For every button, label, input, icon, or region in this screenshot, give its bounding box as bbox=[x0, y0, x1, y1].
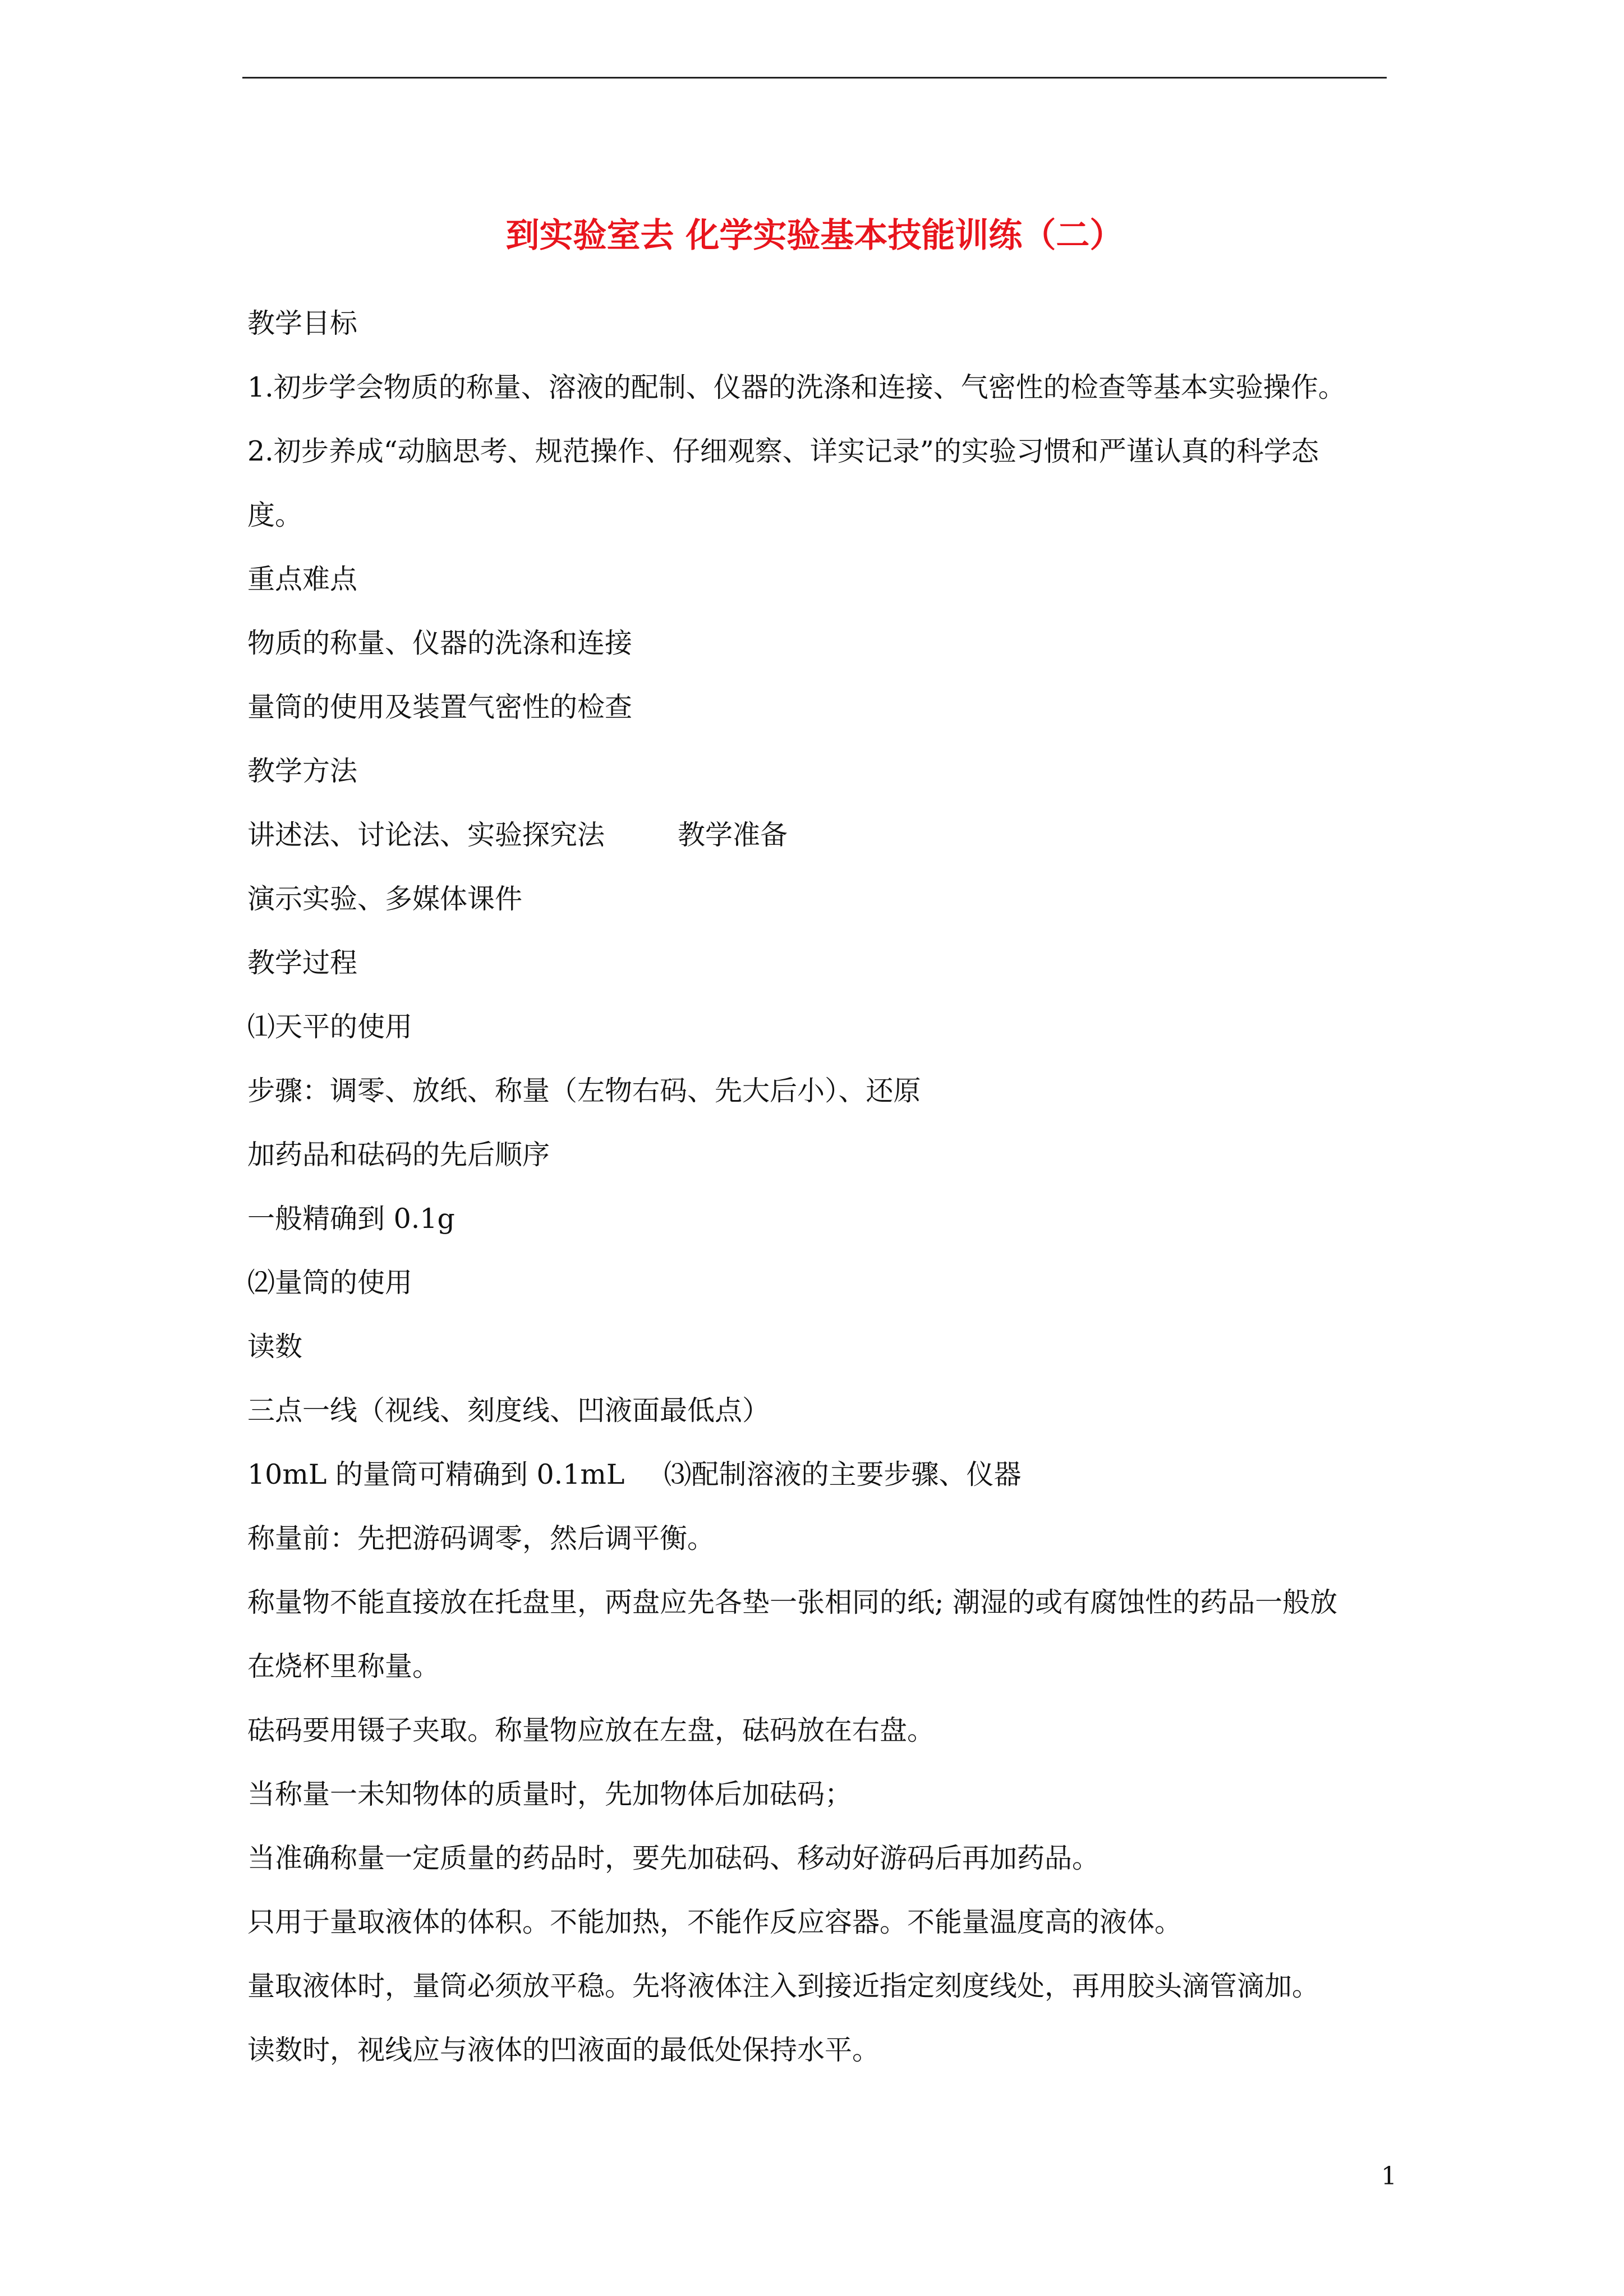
section-heading-key-points: 重点难点 bbox=[247, 563, 358, 595]
cylinder-precision-text: 10mL 的量筒可精确到 0.1mL bbox=[247, 1458, 625, 1490]
paragraph-preparation: 演示实验、多媒体课件 bbox=[247, 883, 523, 915]
paragraph-weighing-paper-cont: 在烧杯里称量。 bbox=[247, 1650, 440, 1682]
document-body bbox=[247, 292, 1392, 2082]
page-number: 1 bbox=[1381, 2162, 1397, 2191]
paragraph-measuring-liquid: 量取液体时，量筒必须放平稳。先将液体注入到接近指定刻度线处，再用胶头滴管滴加。 bbox=[247, 1970, 1320, 2002]
paragraph-key-point-1: 物质的称量、仪器的洗涤和连接 bbox=[247, 627, 633, 659]
paragraph-objective-1: 1.初步学会物质的称量、溶液的配制、仪器的洗涤和连接、气密性的检查等基本实验操作。 bbox=[247, 371, 1346, 403]
paragraph-balance-order: 加药品和砝码的先后顺序 bbox=[247, 1139, 550, 1171]
section-heading-objectives: 教学目标 bbox=[247, 307, 358, 339]
paragraph-objective-2-cont: 度。 bbox=[247, 499, 303, 531]
section-heading-process: 教学过程 bbox=[247, 947, 358, 979]
paragraph-before-weighing: 称量前：先把游码调零，然后调平衡。 bbox=[247, 1522, 715, 1554]
paragraph-cylinder-precision bbox=[247, 1443, 1392, 1507]
subheading-balance: ⑴天平的使用 bbox=[247, 1011, 413, 1043]
paragraph-objective-2: 2.初步养成“动脑思考、规范操作、仔细观察、详实记录”的实验习惯和严谨认真的科学态 bbox=[247, 435, 1319, 467]
paragraph-unknown-mass: 当称量一未知物体的质量时，先加物体后加砝码； bbox=[247, 1778, 853, 1810]
section-heading-methods: 教学方法 bbox=[247, 755, 358, 787]
header-rule bbox=[242, 77, 1387, 79]
paragraph-weights-tweezers: 砝码要用镊子夹取。称量物应放在左盘，砝码放在右盘。 bbox=[247, 1714, 935, 1746]
paragraph-cylinder-use: 只用于量取液体的体积。不能加热，不能作反应容器。不能量温度高的液体。 bbox=[247, 1906, 1183, 1938]
paragraph-weighing-paper: 称量物不能直接放在托盘里，两盘应先各垫一张相同的纸; 潮湿的或有腐蚀性的药品一般放 bbox=[247, 1586, 1338, 1618]
paragraph-reading-level: 读数时，视线应与液体的凹液面的最低处保持水平。 bbox=[247, 2034, 880, 2066]
paragraph-methods bbox=[247, 803, 1392, 867]
paragraph-three-points: 三点一线（视线、刻度线、凹液面最低点） bbox=[247, 1395, 770, 1427]
paragraph-key-point-2: 量筒的使用及装置气密性的检查 bbox=[247, 691, 633, 723]
document-title: 到实验室去 化学实验基本技能训练（二） bbox=[505, 216, 1124, 255]
subheading-cylinder: ⑵量筒的使用 bbox=[247, 1267, 413, 1299]
paragraph-balance-precision: 一般精确到 0.1g bbox=[247, 1203, 455, 1235]
paragraph-balance-steps: 步骤：调零、放纸、称量（左物右码、先大后小）、还原 bbox=[247, 1075, 921, 1107]
paragraph-fixed-mass: 当准确称量一定质量的药品时，要先加砝码、移动好游码后再加药品。 bbox=[247, 1842, 1100, 1874]
subheading-solution: ⑶配制溶液的主要步骤、仪器 bbox=[664, 1458, 1022, 1490]
section-heading-preparation: 教学准备 bbox=[678, 819, 788, 851]
paragraph-reading: 读数 bbox=[247, 1331, 303, 1363]
methods-text: 讲述法、讨论法、实验探究法 bbox=[247, 819, 605, 851]
